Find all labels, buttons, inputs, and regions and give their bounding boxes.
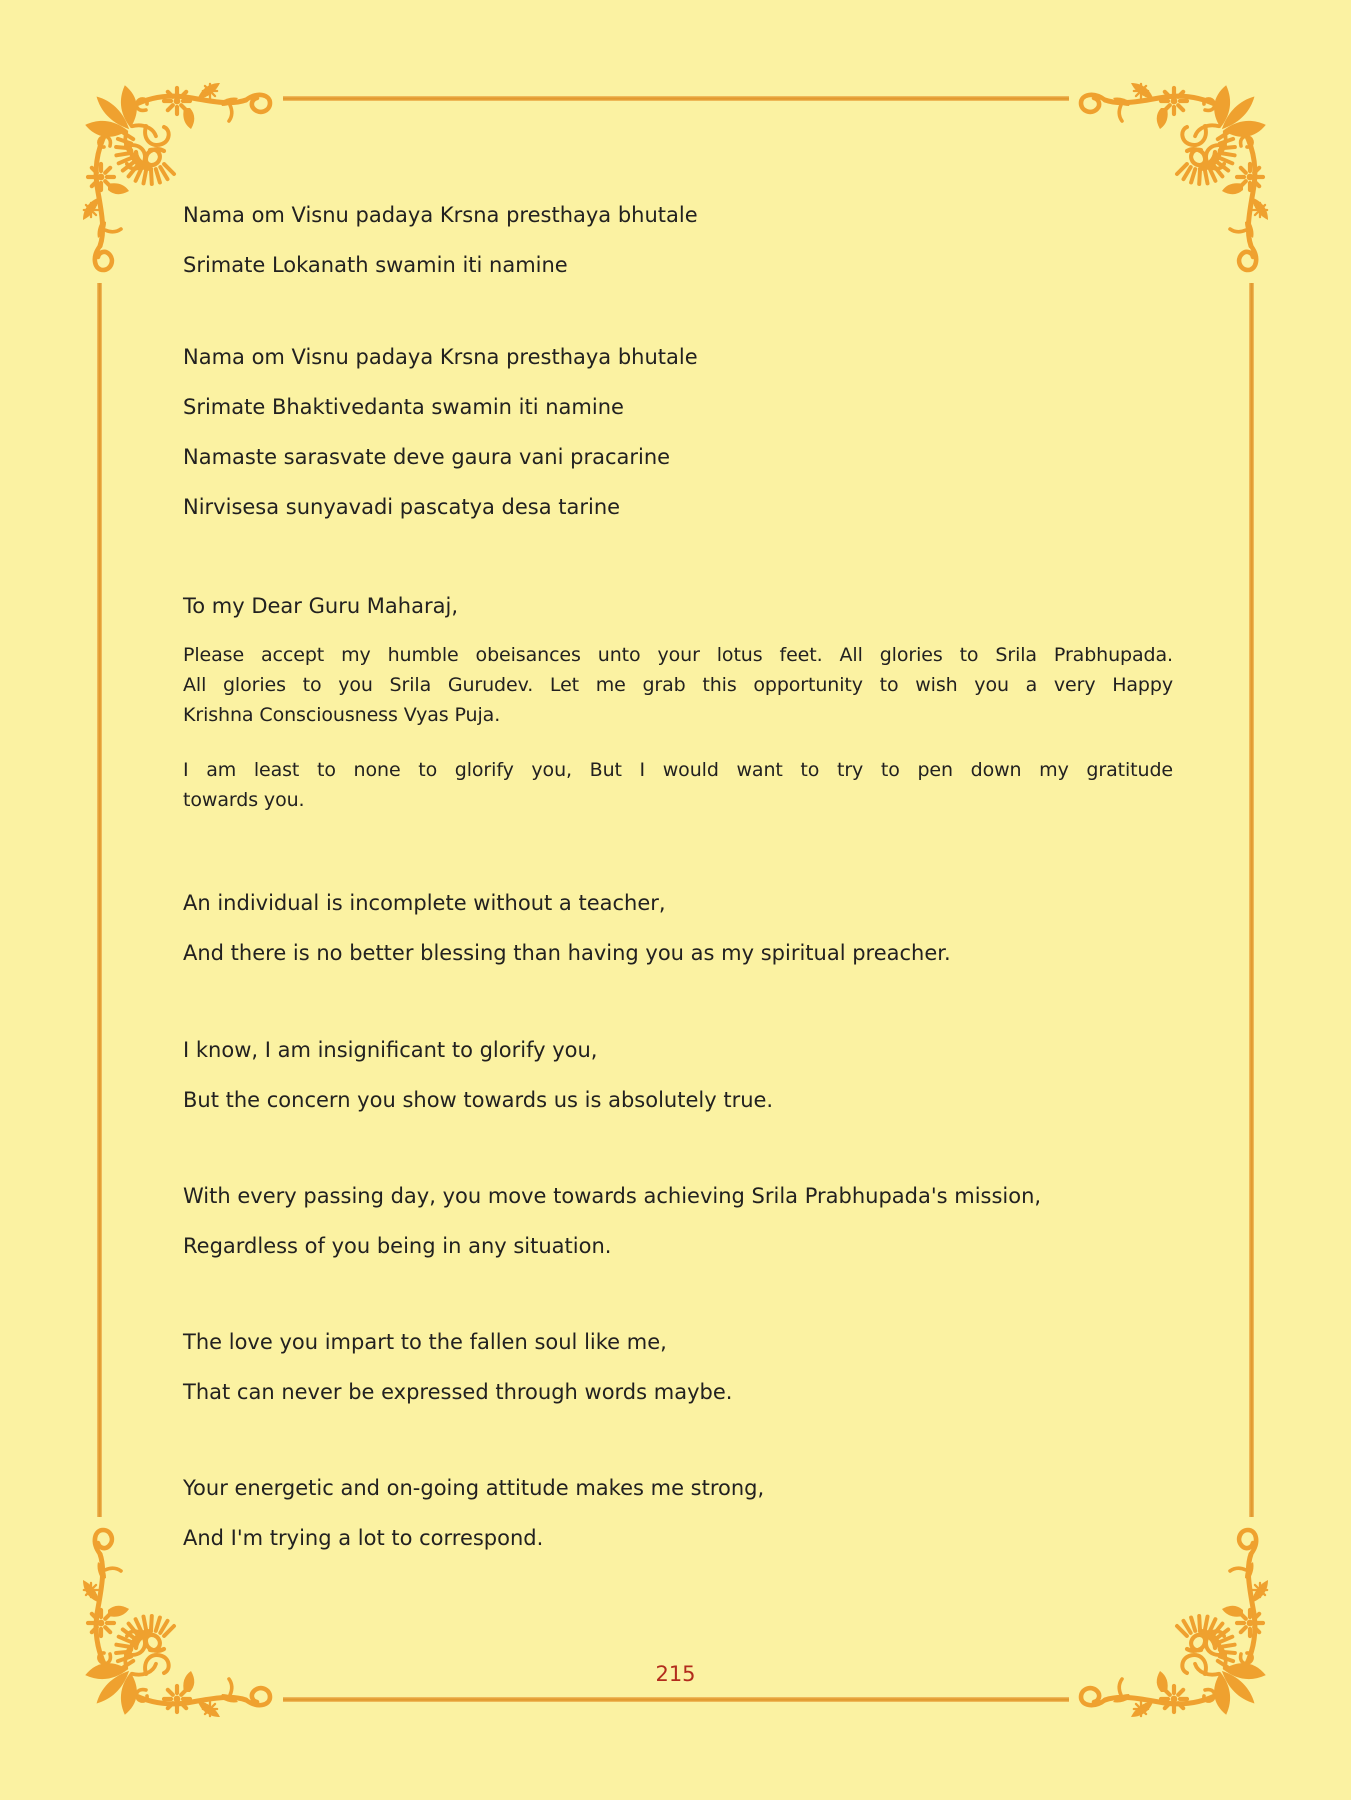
invocation-stanza-1	[183, 190, 1173, 290]
couplet-line: With every passing day, you move towards achieving Srila Prabhupada's mission,	[183, 1184, 1042, 1208]
couplet-line: Regardless of you being in any situation.	[183, 1234, 612, 1258]
couplet-5	[183, 1463, 1173, 1563]
couplet-line: Your energetic and on-going attitude makes me strong,	[183, 1476, 765, 1500]
couplet-line: I know, I am insignificant to glorify you,	[183, 1038, 598, 1062]
invocation-line: Namaste sarasvate deve gaura vani pracarine	[183, 445, 671, 469]
paragraph-line: All glories to you Srila Gurudev. Let me grab this opportunity to wish you a very Happy	[183, 674, 1173, 696]
couplet-2	[183, 1025, 1173, 1125]
paragraph-line: Please accept my humble obeisances unto your lotus feet. All glories to Srila Prabhupada.	[183, 644, 1173, 666]
frame-line-top	[283, 96, 1069, 101]
salutation: To my Dear Guru Maharaj,	[183, 594, 458, 618]
paragraph-1	[183, 640, 1173, 730]
couplet-line: The love you impart to the fallen soul like me,	[183, 1330, 667, 1354]
frame-line-right	[1249, 283, 1254, 1517]
couplet-4	[183, 1317, 1173, 1417]
couplet-3	[183, 1171, 1173, 1271]
frame-line-bottom	[283, 1697, 1069, 1702]
invocation-stanza-2	[183, 332, 1173, 532]
paragraph-line: towards you.	[183, 789, 305, 811]
couplet-line: But the concern you show towards us is absolutely true.	[183, 1088, 774, 1112]
paragraph-2	[183, 755, 1173, 815]
invocation-line: Srimate Bhaktivedanta swamin iti namine	[183, 395, 624, 419]
couplet-line: That can never be expressed through words maybe.	[183, 1380, 733, 1404]
invocation-line: Nirvisesa sunyavadi pascatya desa tarine	[183, 495, 621, 519]
invocation-line: Nama om Visnu padaya Krsna presthaya bhutale	[183, 203, 698, 227]
invocation-line: Srimate Lokanath swamin iti namine	[183, 253, 568, 277]
frame-line-left	[97, 283, 102, 1517]
page-number: 215	[655, 1662, 696, 1686]
invocation-line: Nama om Visnu padaya Krsna presthaya bhutale	[183, 345, 698, 369]
salutation-block	[183, 581, 1173, 631]
couplet-line: And there is no better blessing than having you as my spiritual preacher.	[183, 941, 951, 965]
paragraph-line: I am least to none to glorify you, But I would want to try to pen down my gratitude	[183, 759, 1173, 781]
couplet-1	[183, 878, 1173, 978]
paragraph-line: Krishna Consciousness Vyas Puja.	[183, 704, 501, 726]
couplet-line: An individual is incomplete without a teacher,	[183, 891, 666, 915]
couplet-line: And I'm trying a lot to correspond.	[183, 1526, 544, 1550]
